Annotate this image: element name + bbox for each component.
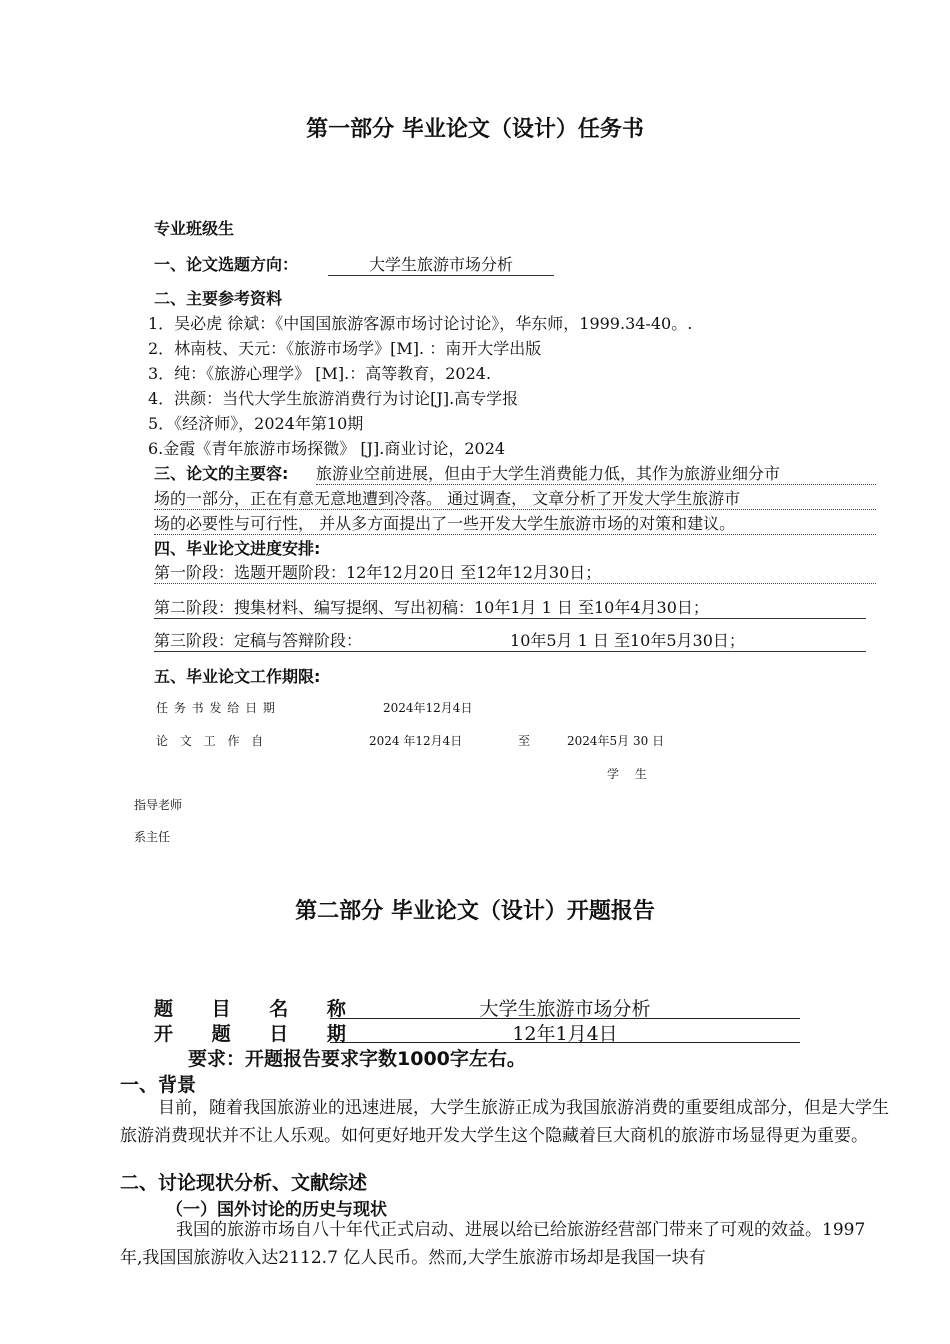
review-heading: 二、讨论现状分析、文献综述 xyxy=(120,1172,368,1194)
topic-value: 大学生旅游市场分析 xyxy=(328,252,554,276)
deadline-heading: 五、毕业论文工作期限: xyxy=(154,667,321,686)
work-label: 论 文 工 作 自 xyxy=(156,734,268,748)
schedule-item xyxy=(154,628,866,652)
review-text: 我国的旅游市场自八十年代正式启动、进展以给已给旅游经营部门带来了可观的效益。1997 年,我国国旅游收入达2112.7 亿人民币。然而,大学生旅游市场却是我国一块有 xyxy=(120,1220,866,1268)
content-heading: 三、论文的主要容: xyxy=(154,464,289,483)
work-from: 2024 年12月4日 xyxy=(369,734,463,748)
class-label: 专业班级生 xyxy=(154,219,235,238)
issue-date: 2024年12月4日 xyxy=(383,701,473,715)
ref-item: 4．洪颜：当代大学生旅游消费行为讨论[J].高专学报 xyxy=(148,389,519,408)
ref-item: 5．《经济师》，2024年第10期 xyxy=(148,414,364,433)
part1-title: 第一部分 毕业论文（设计）任务书 xyxy=(306,117,644,142)
student-label: 学 生 xyxy=(607,767,653,781)
content-line: 场的一部分，正在有意无意地遭到冷落。 通过调查， 文章分析了开发大学生旅游市 xyxy=(154,486,876,510)
open-date-value: 12年1月4日 xyxy=(512,1023,618,1045)
schedule-item: 第一阶段：选题开题阶段：12年12月20日 至12年12月30日； xyxy=(154,560,876,584)
content-line: 场的必要性与可行性， 并从多方面提出了一些开发大学生旅游市场的对策和建议。 xyxy=(154,511,876,535)
ref-item: 3．纯：《旅游心理学》 [M].：高等教育，2024. xyxy=(148,364,492,383)
requirement: 要求：开题报告要求字数1000字左右。 xyxy=(188,1048,526,1070)
issue-label: 任 务 书 发 给 日 期 xyxy=(156,701,276,715)
schedule-item: 第二阶段：搜集材料、编写提纲、写出初稿：10年1月 1 日 至10年4月30日； xyxy=(154,595,866,619)
ref-item: 1．吴必虎 徐斌：《中国国旅游客源市场讨论讨论》，华东师，1999.34-40。. xyxy=(148,314,693,333)
part2-title: 第二部分 毕业论文（设计）开题报告 xyxy=(295,899,655,924)
advisor-label: 指导老师 xyxy=(134,798,183,812)
background-text: 目前，随着我国旅游业的迅速进展，大学生旅游正成为我国旅游消费的重要组成部分，但是大学生旅游消费现状并不让人乐观。如何更好地开发大学生这个隐藏着巨大商机的旅游市场显得更为重要。 xyxy=(120,1098,889,1146)
content-line: 旅游业空前进展，但由于大学生消费能力低，其作为旅游业细分市 xyxy=(316,461,876,485)
schedule-stage: 第三阶段：定稿与答辩阶段： xyxy=(154,631,363,650)
ref-item: 2．林南枝、天元：《旅游市场学》[M]. ：南开大学出版 xyxy=(148,339,542,358)
refs-heading: 二、主要参考资料 xyxy=(154,289,283,308)
schedule-dates: 10年5月 1 日 至10年5月30日； xyxy=(510,631,745,650)
ref-item: 6.金霞《青年旅游市场探微》 [J].商业讨论，2024 xyxy=(148,439,506,458)
dean-label: 系主任 xyxy=(134,830,171,844)
topic-name-label: 题 目 名 称 xyxy=(154,998,362,1020)
date-underline xyxy=(330,1042,800,1043)
work-to-label: 至 xyxy=(518,734,531,748)
schedule-heading: 四、毕业论文进度安排: xyxy=(154,539,321,558)
topic-name-value: 大学生旅游市场分析 xyxy=(479,998,651,1020)
topic-label: 一、论文选题方向： xyxy=(154,255,299,274)
open-date-label: 开 题 日 期 xyxy=(154,1023,362,1045)
background-heading: 一、背景 xyxy=(120,1074,197,1096)
work-to: 2024年5月 30 日 xyxy=(567,734,665,748)
sub-heading: （一）国外讨论的历史与现状 xyxy=(166,1200,387,1220)
